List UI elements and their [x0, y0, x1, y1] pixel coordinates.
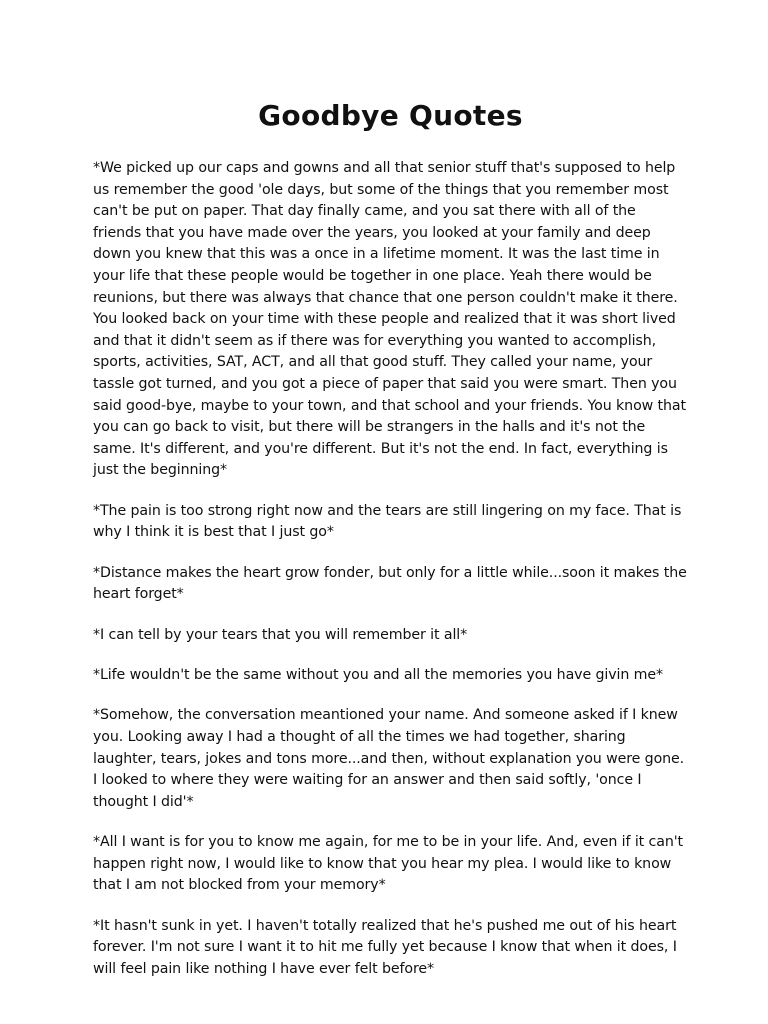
quote-paragraph: *Somehow, the conversation meantioned your name. And someone asked if I knew you. Looking away I had a thought of all the times we had together, sharing laughter, tears, jokes and tons more...and then, without explanation you were gone. I looked to where they were waiting for an answer and then said softly, 'once I thought I did'*	[93, 707, 685, 810]
quote-paragraph: *Distance makes the heart grow fonder, but only for a little while...soon it makes the heart forget*	[93, 564, 687, 603]
quote-paragraph: *All I want is for you to know me again, for me to be in your life. And, even if it can't happen right now, I would like to know that you hear my plea. I would like to know that I am not blocked from your memory*	[93, 834, 683, 894]
quote-paragraph: *The pain is too strong right now and the tears are still lingering on my face. That is why I think it is best that I just go*	[93, 502, 682, 541]
quote-paragraph: *It hasn't sunk in yet. I haven't totally realized that he's pushed me out of his heart forever. I'm not sure I want it to hit me fully yet because I know that when it does, I will feel pain like nothing I have ever felt before*	[93, 917, 677, 977]
document-title: Goodbye Quotes	[258, 99, 523, 132]
quote-paragraph: *I can tell by your tears that you will remember it all*	[93, 626, 468, 643]
quote-paragraph: *Life wouldn't be the same without you and all the memories you have givin me*	[93, 667, 664, 684]
quote-paragraph: *We picked up our caps and gowns and all that senior stuff that's supposed to help us remember the good 'ole days, but some of the things that you remember most can't be put on paper. That day finally came, and you sat there with all of the friends that you have made over the years, you looked at your family and deep down you knew that this was a once in a lifetime moment. It was the last time in your life that these people would be together in one place. Yeah there would be reunions, but there was always that chance that one person couldn't make it there. You looked back on your time with these people and realized that it was short lived and that it didn't seem as if there was for everything you wanted to accomplish, sports, activities, SAT, ACT, and all that good stuff. They called your name, your tassle got turned, and you got a piece of paper that said you were smart. Then you said good-bye, maybe to your town, and that school and your friends. You know that you can go back to visit, but there will be strangers in the halls and it's not the same. It's different, and you're different. But it's not the end. In fact, everything is just the beginning*	[93, 160, 686, 479]
